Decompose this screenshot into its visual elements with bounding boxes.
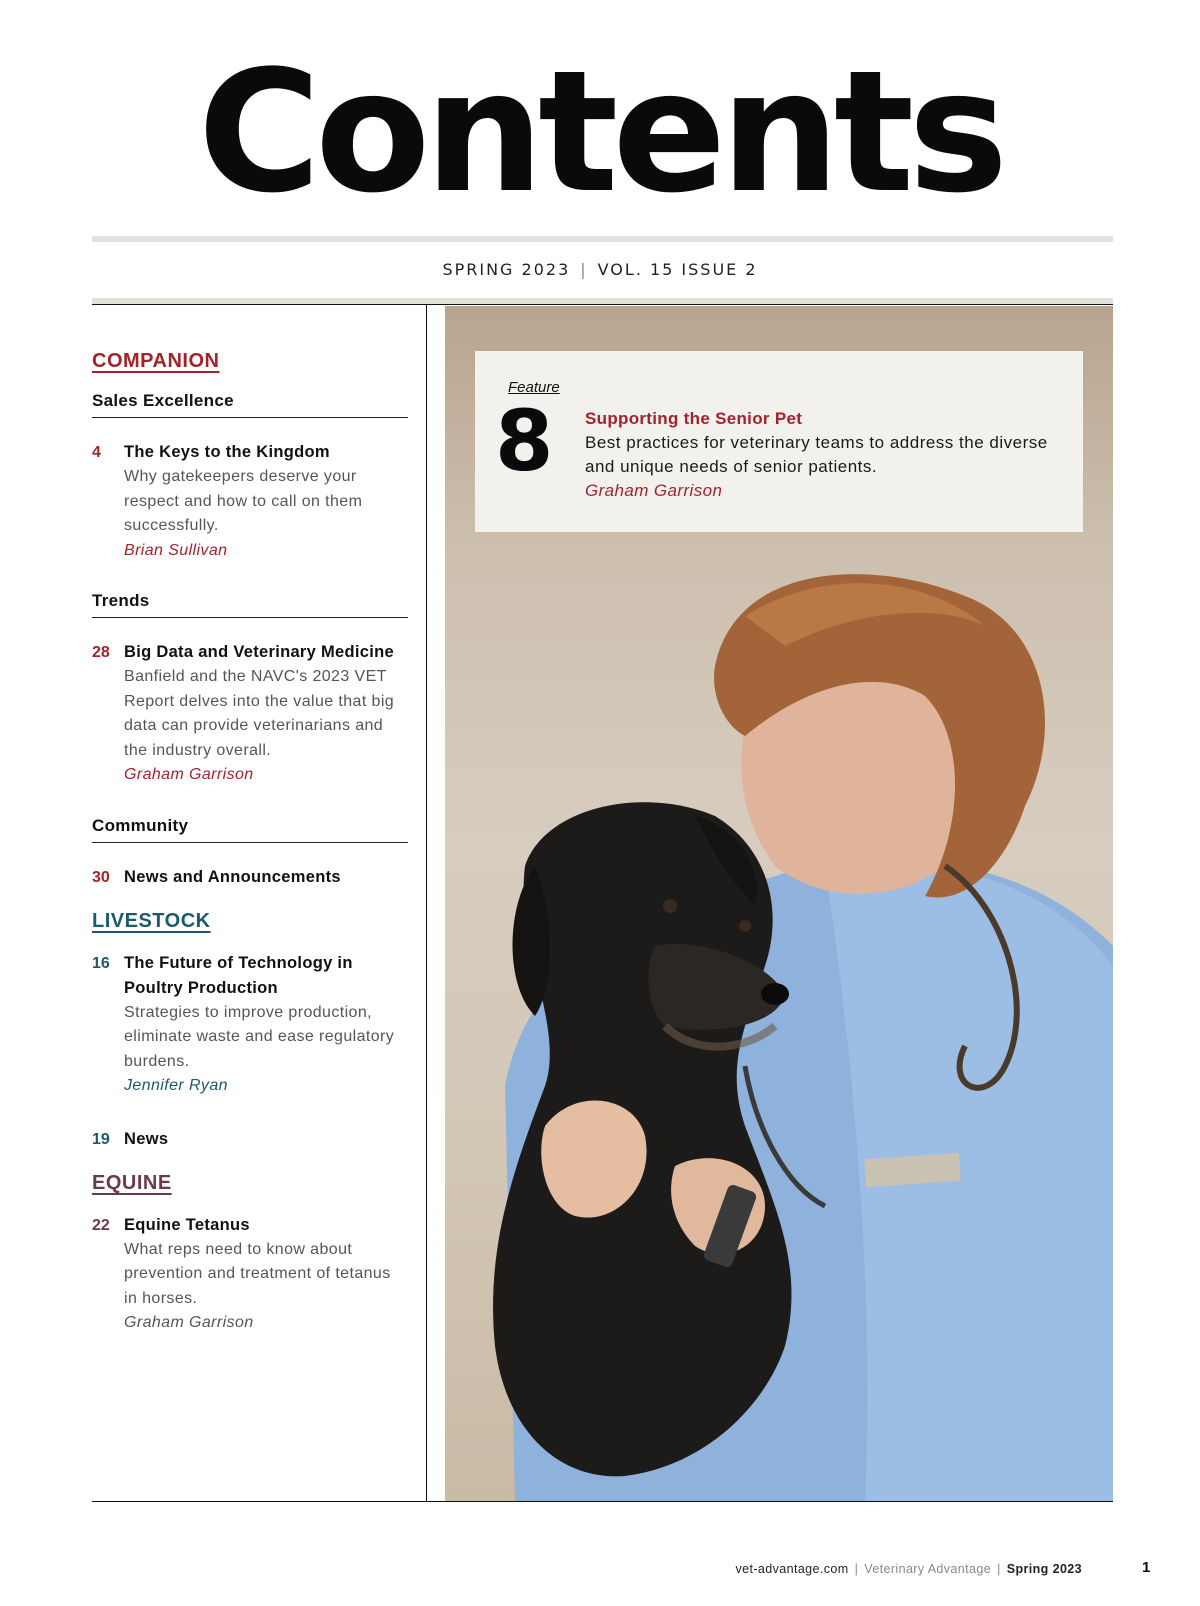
page-number: 28: [92, 644, 110, 661]
footer-publication: Veterinary Advantage: [864, 1562, 992, 1576]
entry-title[interactable]: News and Announcements: [124, 867, 341, 886]
toc-entry[interactable]: [92, 951, 408, 1099]
entry-author: Graham Garrison: [124, 766, 254, 783]
issue-line: [0, 260, 1200, 279]
entry-title[interactable]: The Future of Technology in Poultry Production: [124, 953, 353, 997]
feature-page-number: 8: [495, 392, 551, 490]
page-footer: [735, 1562, 1082, 1576]
toc-entry[interactable]: [92, 865, 408, 890]
footer-separator: |: [997, 1562, 1001, 1576]
entry-description: Banfield and the NAVC's 2023 VET Report delves into the value that big data can provide veterinarians and the industry overall.: [124, 668, 395, 759]
entry-title[interactable]: Big Data and Veterinary Medicine: [124, 643, 395, 661]
section-companion[interactable]: COMPANION: [92, 350, 220, 372]
entry-description: Why gatekeepers deserve your respect and how to call on them successfully.: [124, 468, 363, 534]
page-number: 22: [92, 1216, 110, 1234]
issue-season: SPRING 2023: [442, 260, 571, 279]
feature-description: Best practices for veterinary teams to address the diverse and unique needs of senior patients.: [585, 433, 1048, 476]
footer-site[interactable]: vet-advantage.com: [735, 1562, 849, 1576]
issue-volume: VOL. 15 ISSUE 2: [597, 260, 758, 279]
page-number: 16: [92, 954, 110, 972]
page-title: Contents: [197, 34, 1003, 230]
subsection-sales-excellence: Sales Excellence: [92, 391, 408, 418]
entry-description: Strategies to improve production, eliminate waste and ease regulatory burdens.: [124, 1003, 395, 1070]
entry-title[interactable]: Equine Tetanus: [124, 1215, 250, 1234]
feature-author: Graham Garrison: [585, 481, 723, 500]
toc-entry[interactable]: [92, 440, 408, 563]
entry-title[interactable]: The Keys to the Kingdom: [124, 443, 330, 461]
page-number: 30: [92, 868, 110, 886]
entry-description: What reps need to know about prevention and treatment of tetanus in horses.: [124, 1240, 391, 1307]
entry-author: Graham Garrison: [124, 1314, 254, 1331]
subsection-trends: Trends: [92, 591, 408, 618]
page-number-footer: 1: [1142, 1559, 1151, 1576]
subsection-community: Community: [92, 816, 408, 843]
feature-title[interactable]: Supporting the Senior Pet: [585, 409, 803, 428]
toc-entry[interactable]: [92, 1213, 408, 1336]
page-number: 4: [92, 444, 101, 461]
feature-card[interactable]: [475, 351, 1083, 532]
entry-author: Jennifer Ryan: [124, 1077, 228, 1094]
section-livestock[interactable]: LIVESTOCK: [92, 909, 211, 932]
section-equine[interactable]: EQUINE: [92, 1171, 172, 1194]
toc-entry[interactable]: [92, 1127, 408, 1152]
footer-issue: Spring 2023: [1006, 1562, 1082, 1576]
feature-text: [585, 407, 1055, 503]
top-divider: [92, 236, 1113, 242]
content-top-rule: [92, 304, 1113, 305]
toc-column: [92, 350, 408, 1364]
content-bottom-rule: [92, 1501, 1113, 1502]
entry-title[interactable]: News: [124, 1129, 169, 1148]
page-number: 19: [92, 1130, 110, 1148]
issue-separator: |: [580, 260, 588, 279]
feature-label: Feature: [508, 379, 560, 396]
column-divider: [426, 304, 427, 1502]
toc-entry[interactable]: [92, 640, 408, 788]
footer-separator: |: [854, 1562, 859, 1576]
entry-author: Brian Sullivan: [124, 541, 228, 559]
